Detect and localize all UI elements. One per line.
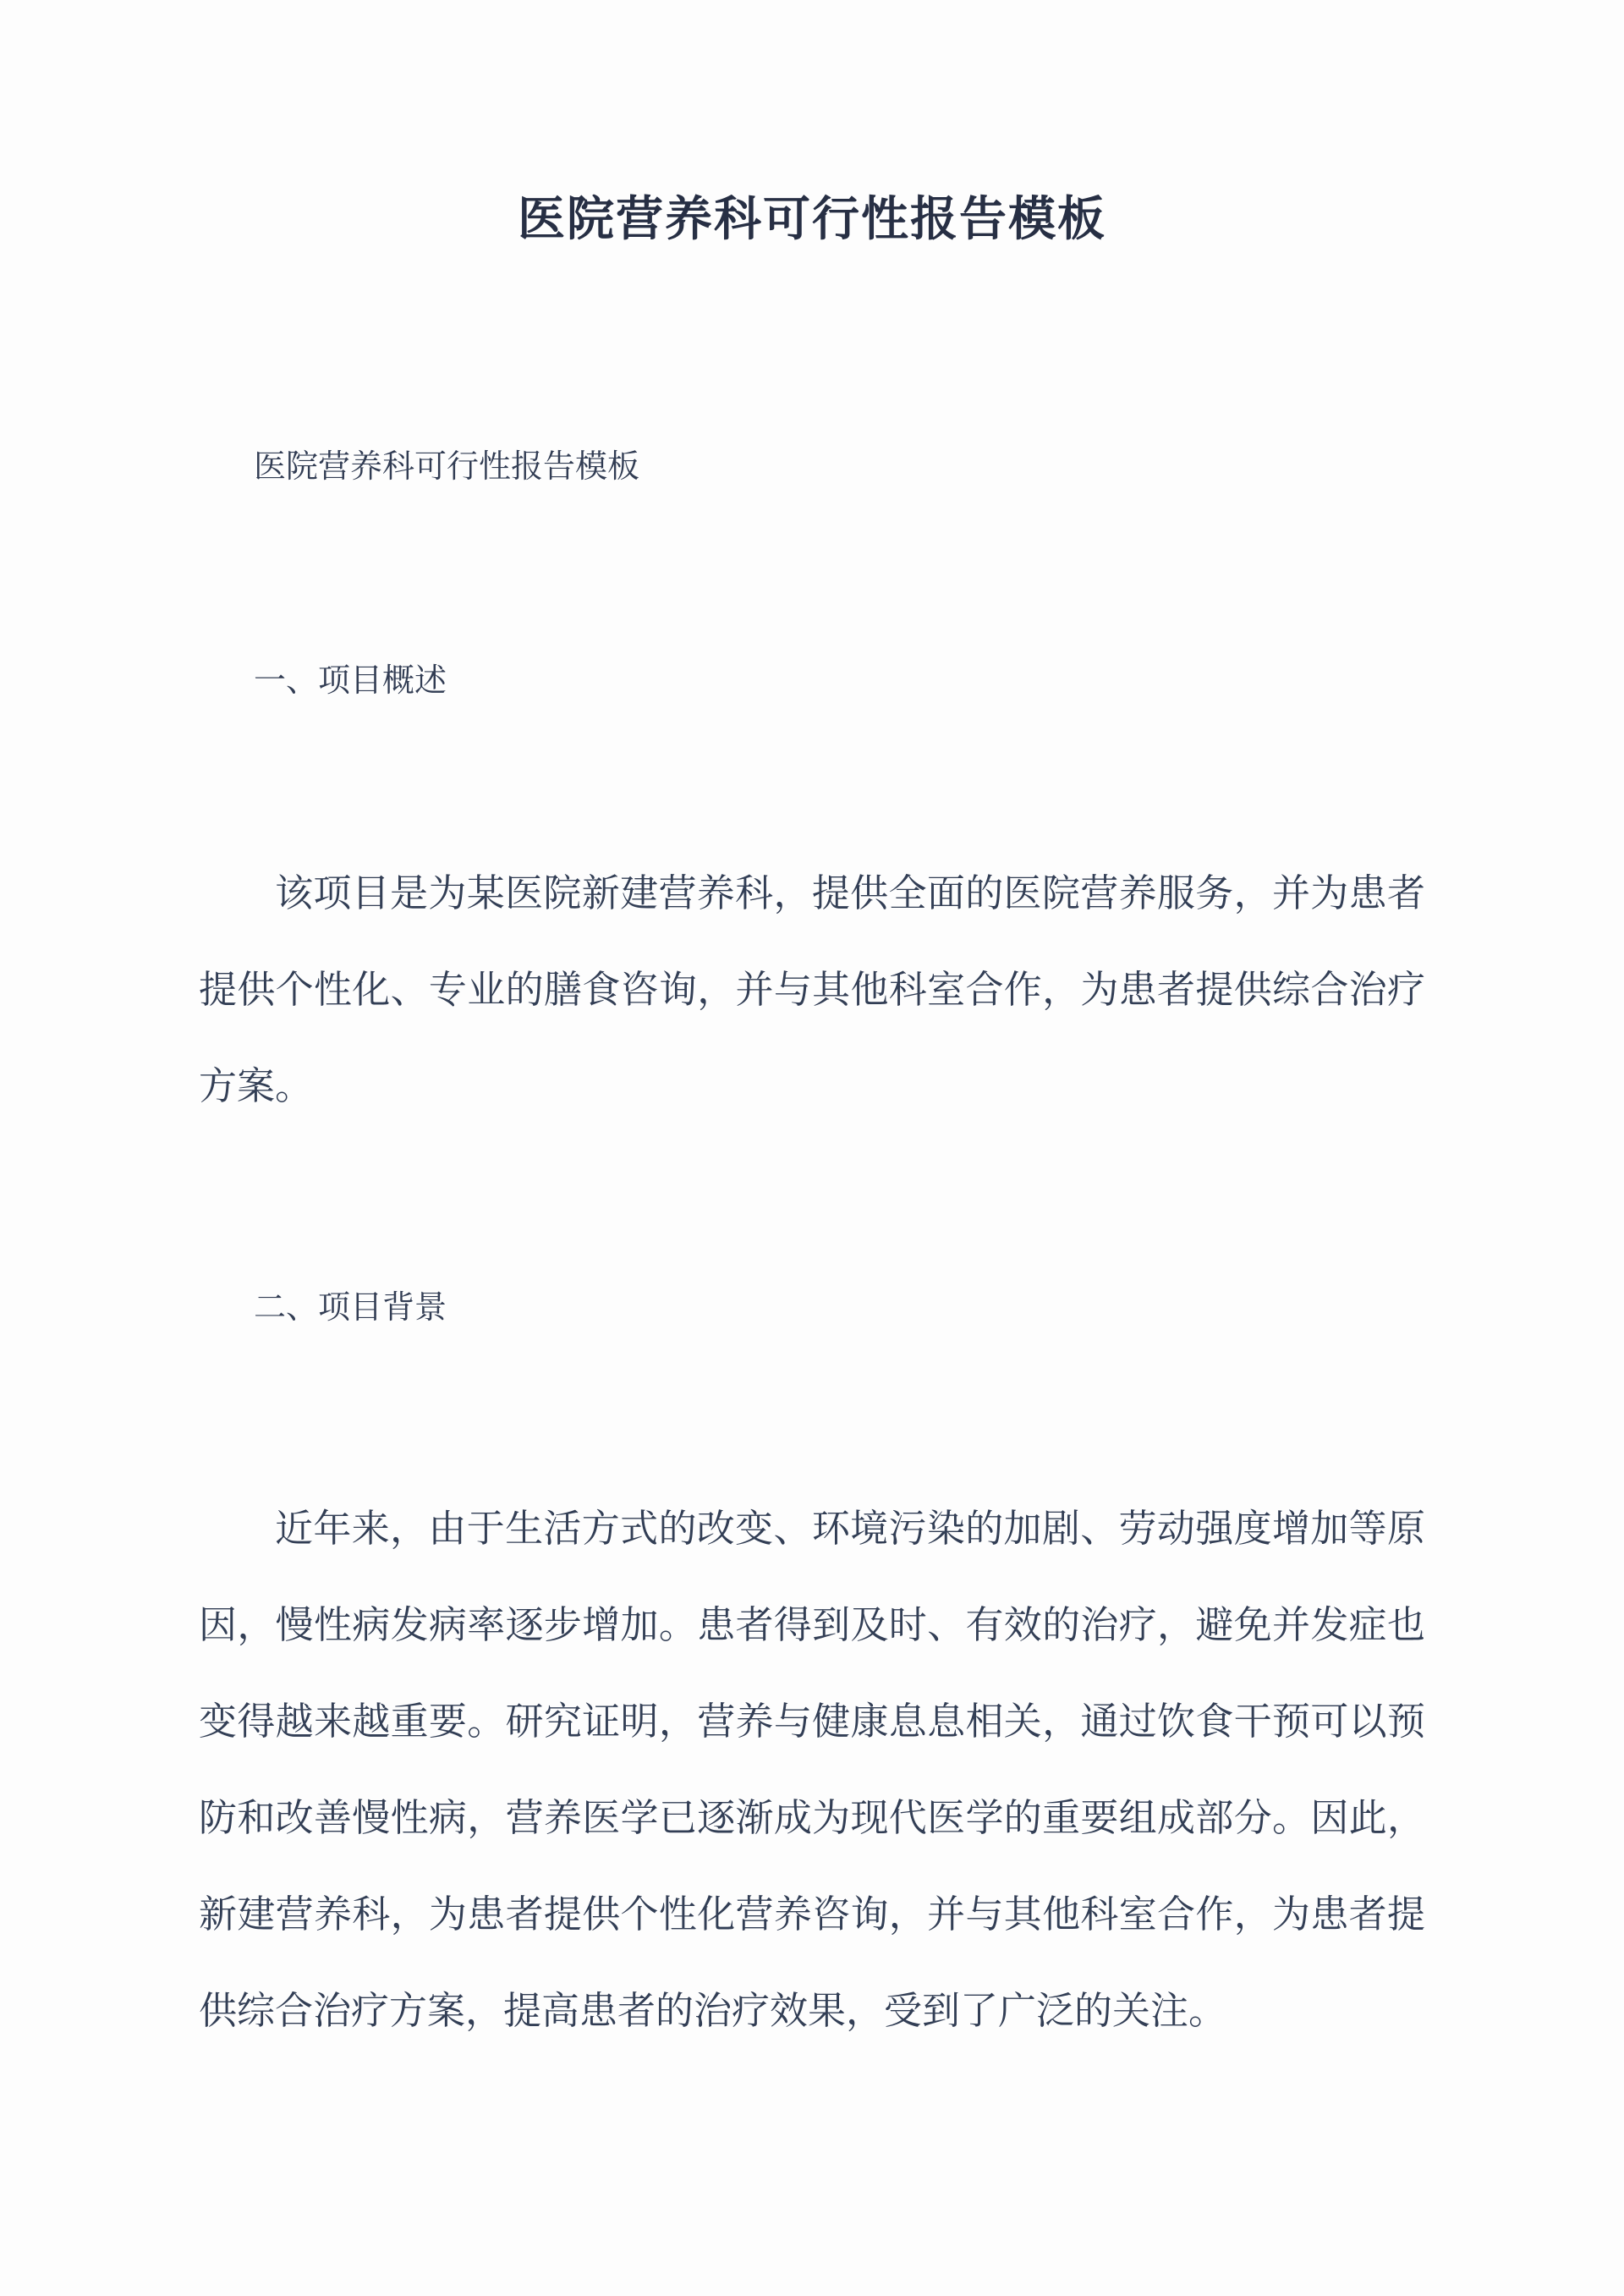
section-heading-project-background: 二、项目背景 xyxy=(254,1290,447,1326)
document-title: 医院营养科可行性报告模板 xyxy=(518,194,1106,246)
paragraph-project-overview: 该项目是为某医院新建营养科，提供全面的医院营养服务，并为患者提供个性化、专业的膳食咨询，并与其他科室合作，为患者提供综合治疗方案。 xyxy=(199,872,1425,1107)
paragraph-project-background: 近年来，由于生活方式的改变、环境污染的加剧、劳动强度增加等原因，慢性病发病率逐步增加。患者得到及时、有效的治疗，避免并发症也变得越来越重要。研究证明，营养与健康息息相关，通过饮食干预可以预防和改善慢性病，营养医学已逐渐成为现代医学的重要组成部分。因此，新建营养科，为患者提供个性化营养咨询，并与其他科室合作，为患者提供综合治疗方案，提高患者的治疗效果，受到了广泛的关注。 xyxy=(199,1508,1425,2032)
section-heading-project-overview: 一、项目概述 xyxy=(254,663,447,699)
document-subtitle-line: 医院营养科可行性报告模板 xyxy=(254,449,640,485)
